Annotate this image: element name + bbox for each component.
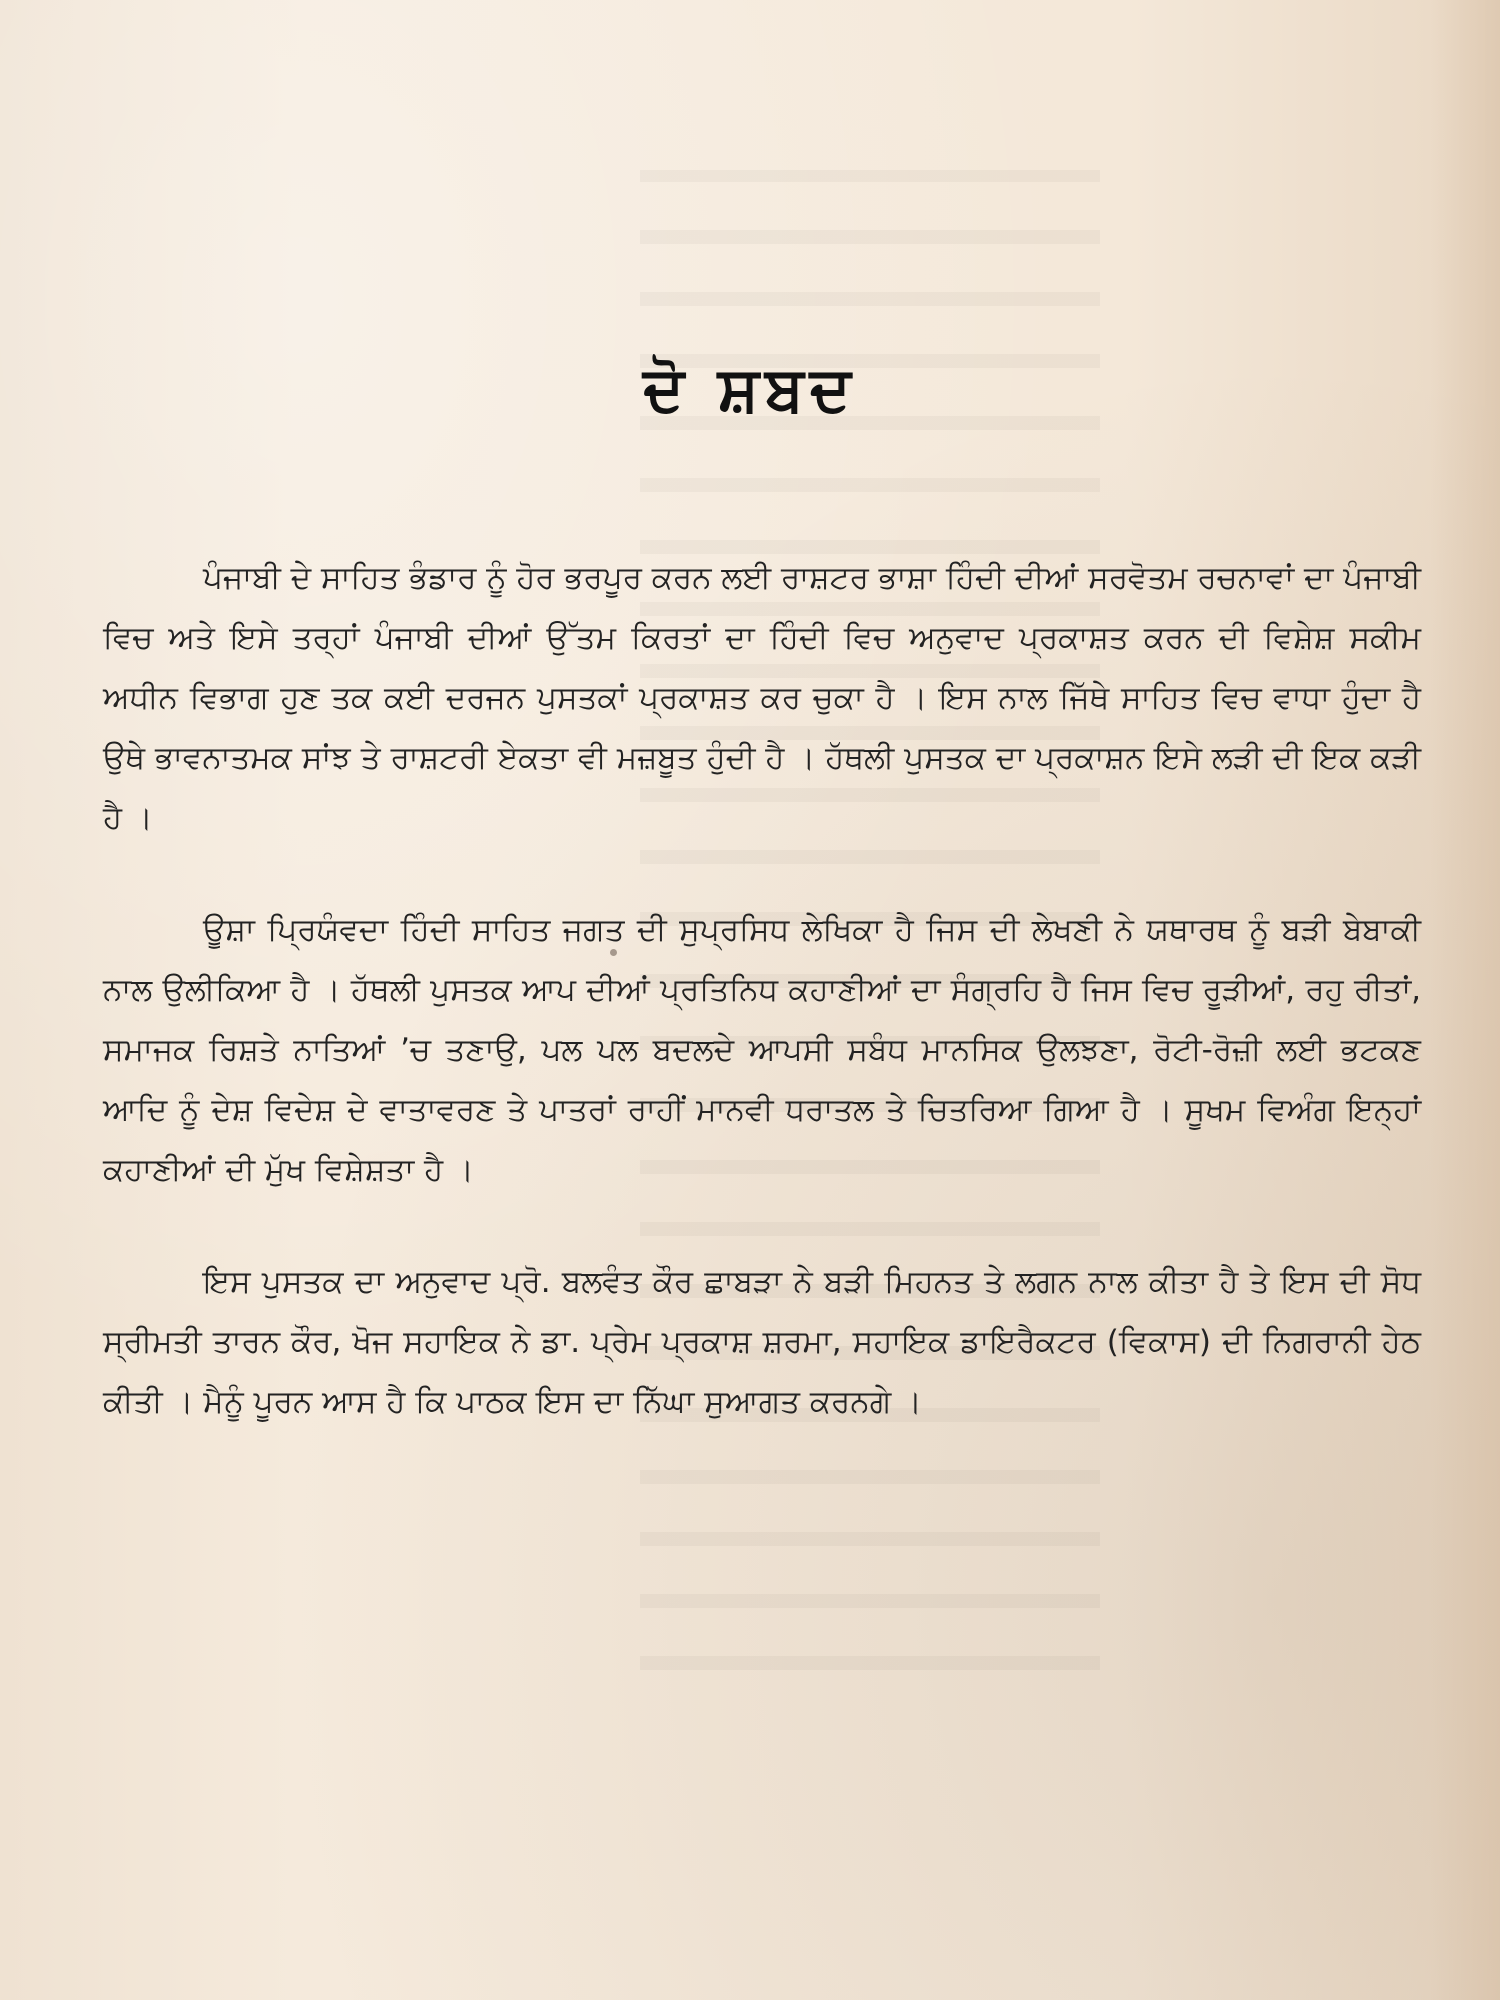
paragraph-3: ਇਸ ਪੁਸਤਕ ਦਾ ਅਨੁਵਾਦ ਪ੍ਰੋ. ਬਲਵੰਤ ਕੌਰ ਛਾਬੜਾ ਨੇ ਬੜੀ ਮਿਹਨਤ ਤੇ ਲਗਨ ਨਾਲ ਕੀਤਾ ਹੈ ਤੇ ਇਸ ਦੀ ਸੋਧ ਸ੍ਰੀਮਤੀ ਤਾਰਨ ਕੌਰ, ਖੋਜ ਸਹਾਇਕ ਨੇ ਡਾ. ਪ੍ਰੇਮ ਪ੍ਰਕਾਸ਼ ਸ਼ਰਮਾ, ਸਹਾਇਕ ਡਾਇਰੈਕਟਰ (ਵਿਕਾਸ) ਦੀ ਨਿਗਰਾਨੀ ਹੇਠ ਕੀਤੀ । ਮੈਨੂੰ ਪੂਰਨ ਆਸ ਹੈ ਕਿ ਪਾਠਕ ਇਸ ਦਾ ਨਿੱਘਾ ਸੁਆਗਤ ਕਰਨਗੇ । (103, 1264, 1421, 1420)
body-text (103, 548, 1421, 1484)
paragraph-2: ਊਸ਼ਾ ਪ੍ਰਿਯੰਵਦਾ ਹਿੰਦੀ ਸਾਹਿਤ ਜਗਤ ਦੀ ਸੁਪ੍ਰਸਿਧ ਲੇਖਿਕਾ ਹੈ ਜਿਸ ਦੀ ਲੇਖਣੀ ਨੇ ਯਥਾਰਥ ਨੂੰ ਬੜੀ ਬੇਬਾਕੀ ਨਾਲ ਉਲੀਕਿਆ ਹੈ । ਹੱਥਲੀ ਪੁਸਤਕ ਆਪ ਦੀਆਂ ਪ੍ਰਤਿਨਿਧ ਕਹਾਣੀਆਂ ਦਾ ਸੰਗ੍ਰਹਿ ਹੈ ਜਿਸ ਵਿਚ ਰੂੜੀਆਂ, ਰਹੁ ਰੀਤਾਂ, ਸਮਾਜਕ ਰਿਸ਼ਤੇ ਨਾਤਿਆਂ ’ਚ ਤਣਾਉ, ਪਲ ਪਲ ਬਦਲਦੇ ਆਪਸੀ ਸਬੰਧ ਮਾਨਸਿਕ ਉਲਝਣਾ, ਰੋਟੀ-ਰੋਜ਼ੀ ਲਈ ਭਟਕਣ ਆਦਿ ਨੂੰ ਦੇਸ਼ ਵਿਦੇਸ਼ ਦੇ ਵਾਤਾਵਰਣ ਤੇ ਪਾਤਰਾਂ ਰਾਹੀਂ ਮਾਨਵੀ ਧਰਾਤਲ ਤੇ ਚਿਤਰਿਆ ਗਿਆ ਹੈ । ਸੂਖਮ ਵਿਅੰਗ ਇਨ੍ਹਾਂ ਕਹਾਣੀਆਂ ਦੀ ਮੁੱਖ ਵਿਸ਼ੇਸ਼ਤਾ ਹੈ । (103, 912, 1421, 1188)
page-edge-shadow (1430, 0, 1500, 2000)
ink-speck (610, 949, 617, 956)
paragraph-1: ਪੰਜਾਬੀ ਦੇ ਸਾਹਿਤ ਭੰਡਾਰ ਨੂੰ ਹੋਰ ਭਰਪੂਰ ਕਰਨ ਲਈ ਰਾਸ਼ਟਰ ਭਾਸ਼ਾ ਹਿੰਦੀ ਦੀਆਂ ਸਰਵੋਤਮ ਰਚਨਾਵਾਂ ਦਾ ਪੰਜਾਬੀ ਵਿਚ ਅਤੇ ਇਸੇ ਤਰ੍ਹਾਂ ਪੰਜਾਬੀ ਦੀਆਂ ਉੱਤਮ ਕਿਰਤਾਂ ਦਾ ਹਿੰਦੀ ਵਿਚ ਅਨੁਵਾਦ ਪ੍ਰਕਾਸ਼ਤ ਕਰਨ ਦੀ ਵਿਸ਼ੇਸ਼ ਸਕੀਮ ਅਧੀਨ ਵਿਭਾਗ ਹੁਣ ਤਕ ਕਈ ਦਰਜਨ ਪੁਸਤਕਾਂ ਪ੍ਰਕਾਸ਼ਤ ਕਰ ਚੁਕਾ ਹੈ । ਇਸ ਨਾਲ ਜਿੱਥੇ ਸਾਹਿਤ ਵਿਚ ਵਾਧਾ ਹੁੰਦਾ ਹੈ ਉਥੇ ਭਾਵਨਾਤਮਕ ਸਾਂਝ ਤੇ ਰਾਸ਼ਟਰੀ ਏਕਤਾ ਵੀ ਮਜ਼ਬੂਤ ਹੁੰਦੀ ਹੈ । ਹੱਥਲੀ ਪੁਸਤਕ ਦਾ ਪ੍ਰਕਾਸ਼ਨ ਇਸੇ ਲੜੀ ਦੀ ਇਕ ਕੜੀ ਹੈ । (103, 560, 1421, 836)
page-title: ਦੋ ਸ਼ਬਦ (643, 352, 857, 425)
